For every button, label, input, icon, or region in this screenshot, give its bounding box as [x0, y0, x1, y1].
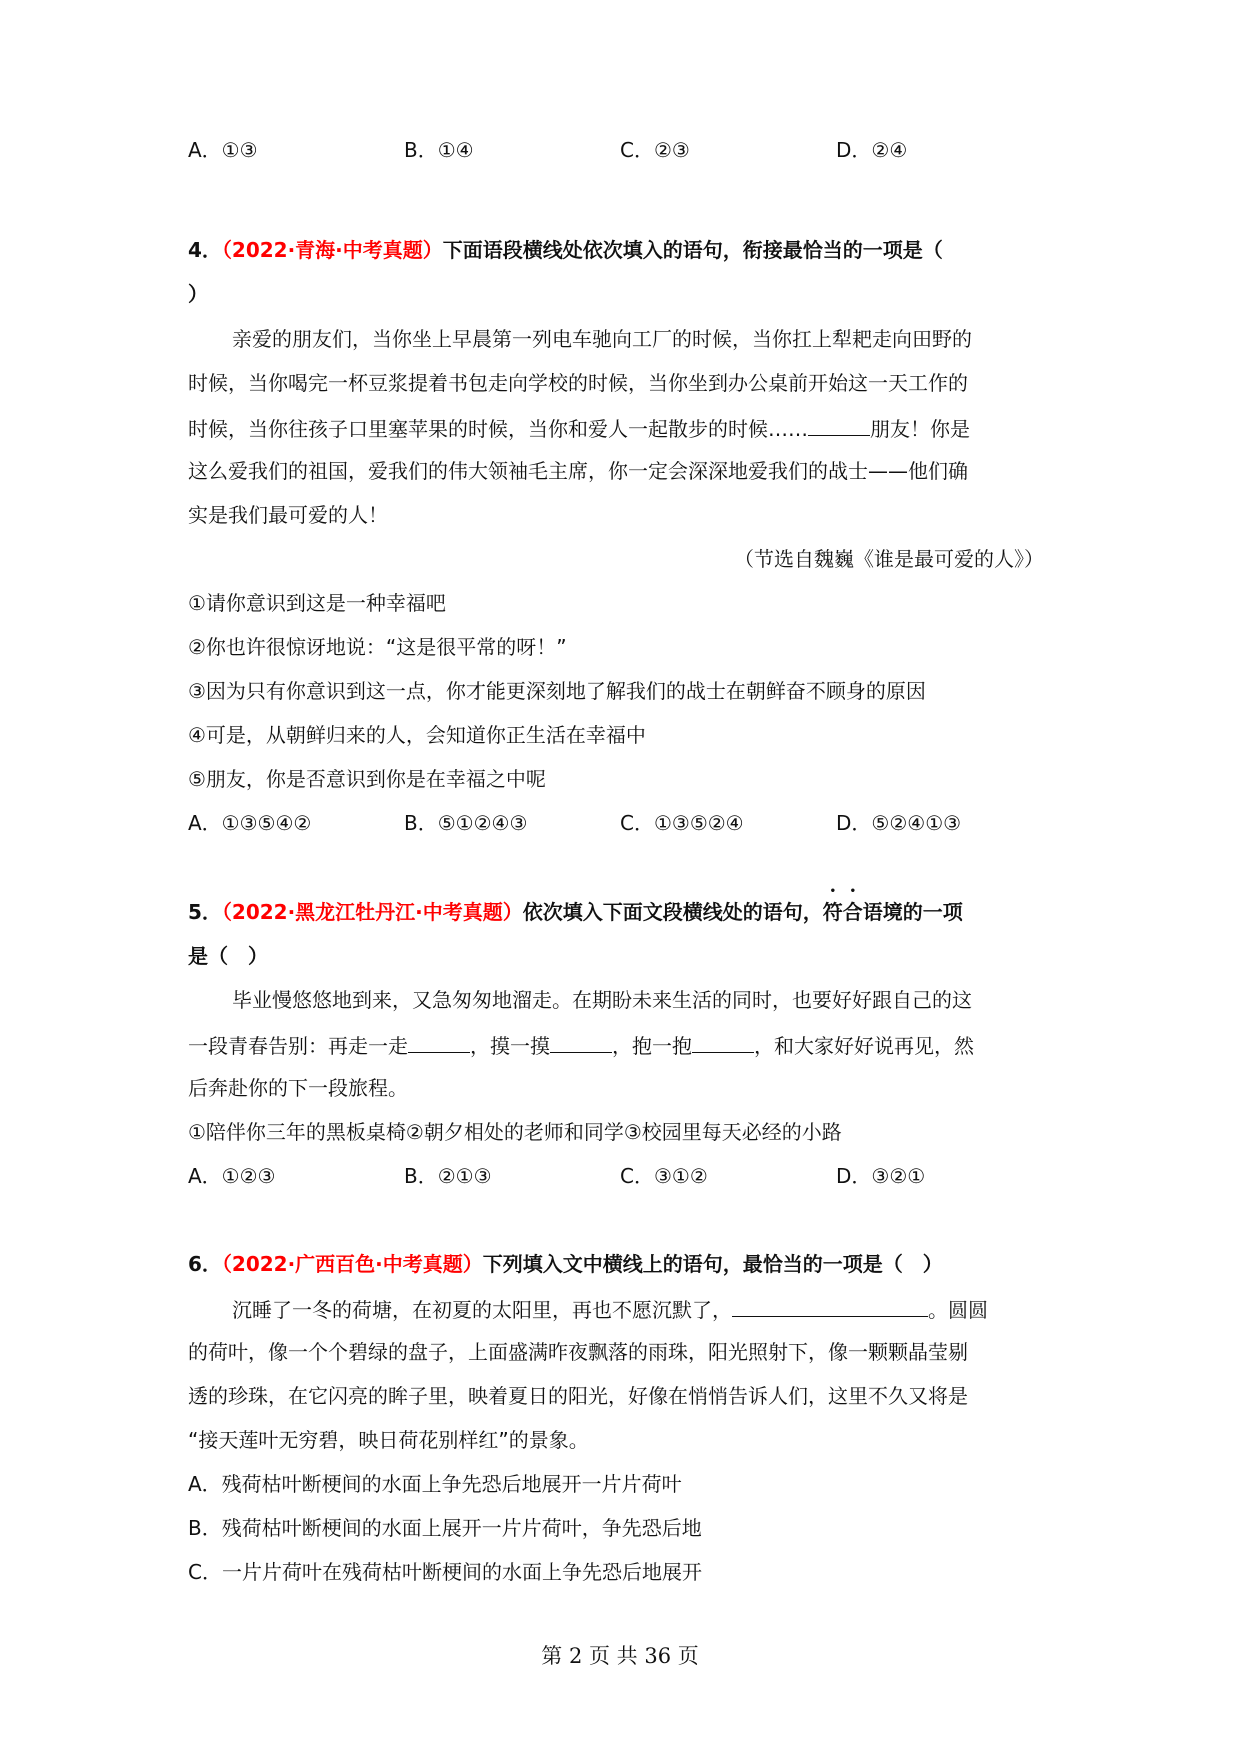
q4-source: （2022·青海·中考真题） [221, 238, 443, 262]
q5-emphasis-char: 合 [842, 900, 863, 924]
q6-stem [188, 1250, 943, 1278]
q4-item: ⑤朋友，你是否意识到你是在幸福之中呢 [188, 767, 546, 791]
q5-option-d: D．③②① [836, 1164, 926, 1188]
q4-item: ①请你意识到这是一种幸福吧 [188, 591, 446, 615]
q5-passage-line [188, 1030, 974, 1060]
page-number-footer: 第 2 页 共 36 页 [541, 1644, 699, 1668]
q5-items: ①陪伴你三年的黑板桌椅②朝夕相处的老师和同学③校园里每天必经的小路 [188, 1120, 842, 1144]
q4-citation: （节选自魏巍《谁是最可爱的人》） [734, 547, 1044, 571]
q6-passage-line: 透的珍珠，在它闪亮的眸子里，映着夏日的阳光，好像在悄悄告诉人们，这里不久又将是 [188, 1384, 968, 1408]
q5-source: （2022·黑龙江牡丹江·中考真题） [221, 900, 523, 924]
q6-fill-blank [732, 1294, 928, 1317]
q5-passage-text: 一段青春告别：再走一走 [188, 1034, 408, 1058]
q4-stem-text: 下面语段横线处依次填入的语句，衔接最恰当的一项是（ [442, 238, 943, 262]
q4-passage-text: 朋友！你是 [870, 417, 970, 441]
q6-passage-line [232, 1294, 988, 1324]
q5-stem-text: 依次填入下面文段横线处的语句， [522, 900, 823, 924]
q6-option-a: A．残荷枯叶断梗间的水面上争先恐后地展开一片片荷叶 [188, 1472, 682, 1496]
q4-option-c: C．①③⑤②④ [620, 811, 744, 835]
q4-passage-line: 时候，当你喝完一杯豆浆提着书包走向学校的时候，当你坐到办公桌前开始这一天工作的 [188, 371, 968, 395]
q5-stem [188, 898, 963, 926]
q5-passage-line: 毕业慢悠悠地到来，又急匆匆地溜走。在期盼未来生活的同时，也要好好跟自己的这 [232, 988, 972, 1012]
q5-passage-text: ，和大家好好说再见，然 [754, 1034, 974, 1058]
q4-option-b: B．⑤①②④③ [404, 811, 528, 835]
q5-option-a: A．①②③ [188, 1164, 276, 1188]
q6-option-c: C．一片片荷叶在残荷枯叶断梗间的水面上争先恐后地展开 [188, 1560, 702, 1584]
q4-option-a: A．①③⑤④② [188, 811, 312, 835]
q4-stem-close: ） [188, 282, 208, 306]
q5-option-b: B．②①③ [404, 1164, 492, 1188]
q6-passage-line: 的荷叶，像一个个碧绿的盘子，上面盛满昨夜飘落的雨珠，阳光照射下，像一颗颗晶莹剔 [188, 1340, 968, 1364]
q5-option-c: C．③①② [620, 1164, 708, 1188]
q4-item: ④可是，从朝鲜归来的人，会知道你正生活在幸福中 [188, 723, 646, 747]
q5-stem-close: 是（ ） [188, 944, 268, 968]
q4-option-d: D．⑤②④①③ [836, 811, 962, 835]
q5-emphasis-char: 符 [822, 900, 843, 924]
q4-passage-text: 时候，当你往孩子口里塞苹果的时候，当你和爱人一起散步的时候…… [188, 417, 808, 441]
q4-item: ③因为只有你意识到这一点，你才能更深刻地了解我们的战士在朝鲜奋不顾身的原因 [188, 679, 926, 703]
q4-passage-line: 实是我们最可爱的人！ [188, 503, 388, 527]
q6-option-b: B．残荷枯叶断梗间的水面上展开一片片荷叶，争先恐后地 [188, 1516, 702, 1540]
q5-passage-text: ，摸一摸 [470, 1034, 550, 1058]
q3-option-a: A．①③ [188, 138, 258, 162]
q5-passage-text: ，抱一抱 [612, 1034, 692, 1058]
q5-stem-text: 语境的一项 [862, 900, 963, 924]
q5-fill-blank-3 [692, 1030, 754, 1053]
q5-number: 5． [188, 900, 222, 924]
q4-number: 4． [188, 238, 222, 262]
q4-stem [188, 236, 943, 264]
q5-fill-blank-2 [550, 1030, 612, 1053]
q5-passage-line: 后奔赴你的下一段旅程。 [188, 1076, 408, 1100]
q6-source: （2022·广西百色·中考真题） [221, 1252, 483, 1276]
q6-passage-text: 。圆圆 [928, 1298, 988, 1322]
q5-fill-blank-1 [408, 1030, 470, 1053]
q4-passage-line [188, 413, 970, 443]
q6-stem-text: 下列填入文中横线上的语句，最恰当的一项是（ ） [482, 1252, 943, 1276]
q3-option-d: D．②④ [836, 138, 908, 162]
q3-option-c: C．②③ [620, 138, 690, 162]
q3-option-b: B．①④ [404, 138, 474, 162]
q4-fill-blank [808, 413, 870, 436]
q4-item: ②你也许很惊讶地说：“这是很平常的呀！” [188, 635, 567, 659]
q6-passage-line: “接天莲叶无穷碧，映日荷花别样红”的景象。 [188, 1428, 589, 1452]
q6-passage-text: 沉睡了一冬的荷塘，在初夏的太阳里，再也不愿沉默了， [232, 1298, 732, 1322]
q4-passage-line: 这么爱我们的祖国，爱我们的伟大领袖毛主席，你一定会深深地爱我们的战士——他们确 [188, 459, 968, 483]
q6-number: 6． [188, 1252, 222, 1276]
q4-passage-line: 亲爱的朋友们，当你坐上早晨第一列电车驰向工厂的时候，当你扛上犁耙走向田野的 [232, 327, 972, 351]
